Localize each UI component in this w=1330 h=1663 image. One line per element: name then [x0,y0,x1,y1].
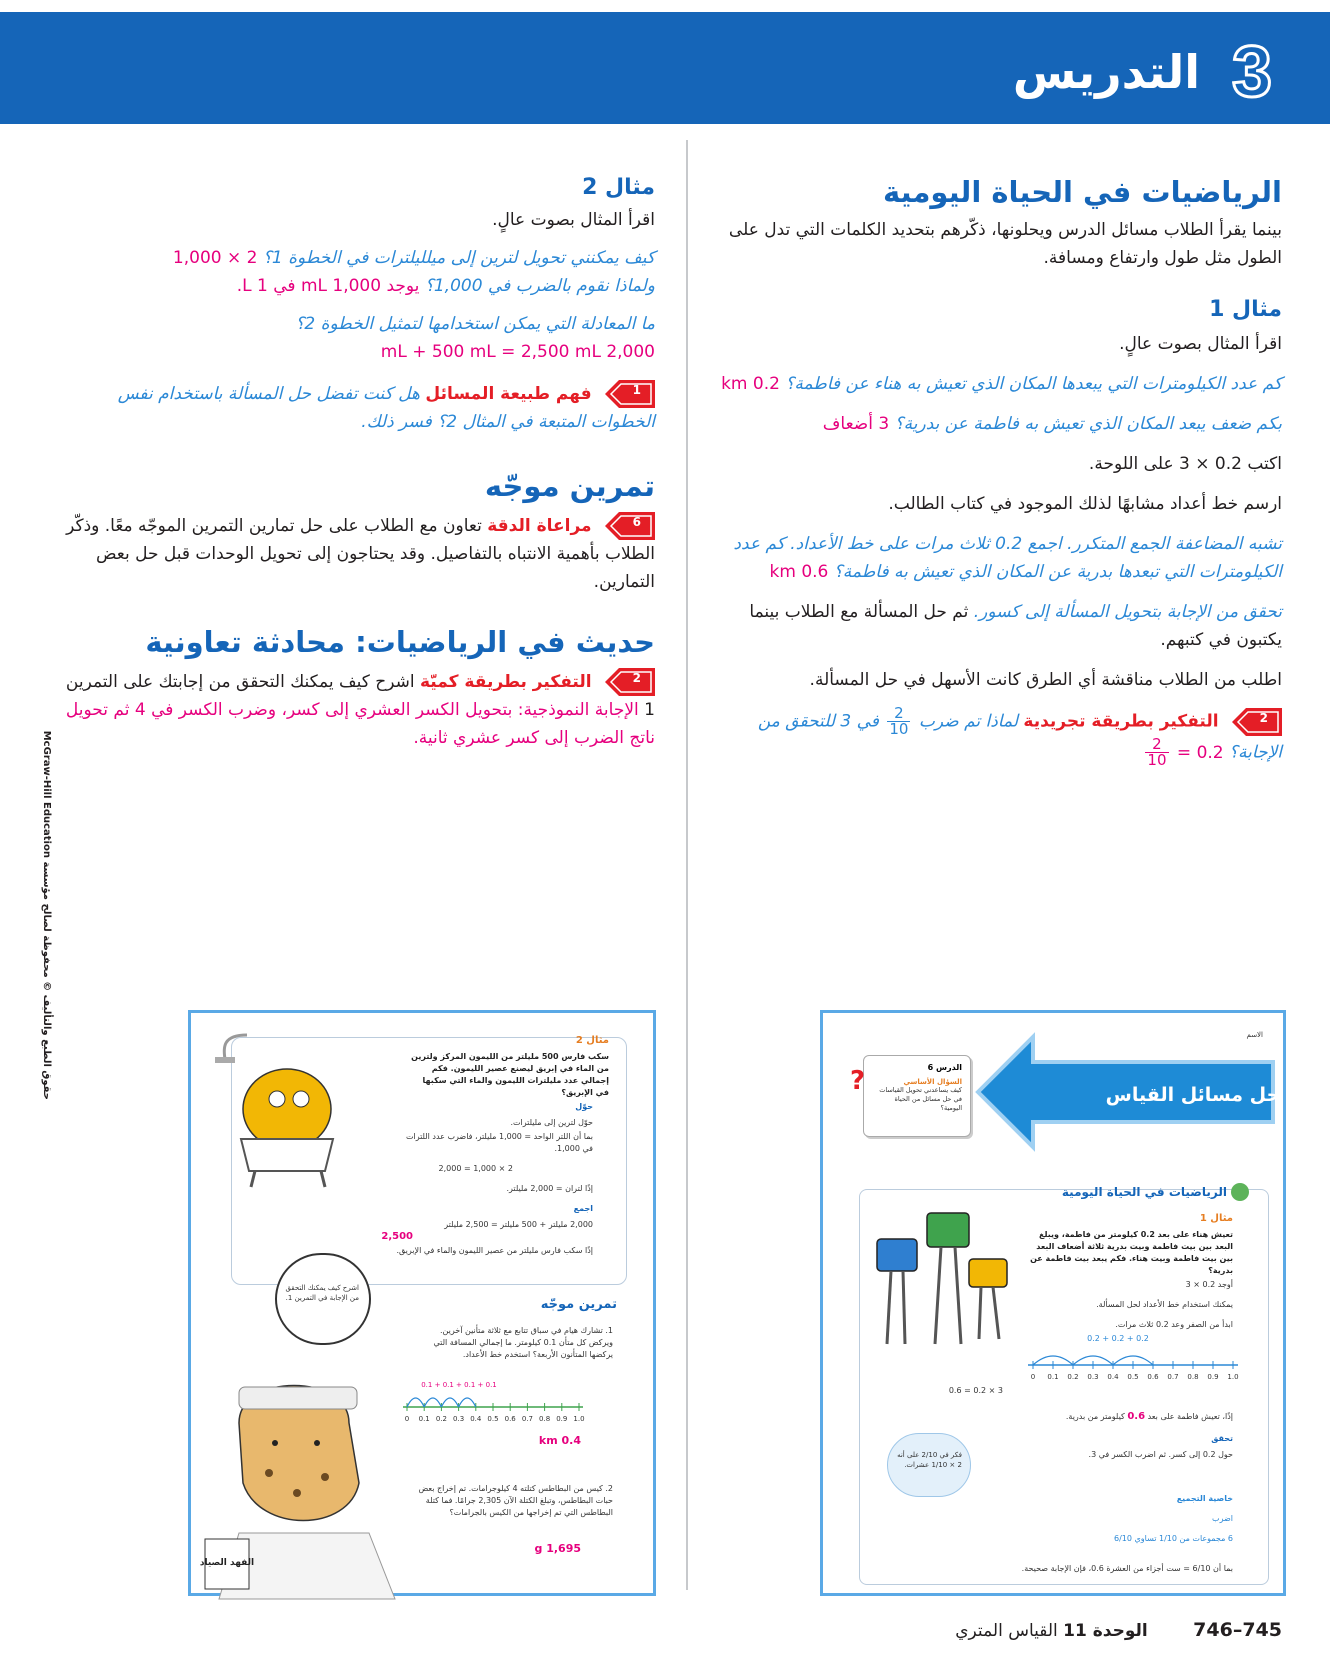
number-line-tick-label: 0.7 [1167,1373,1179,1381]
section-title: التدريس [1012,45,1200,99]
number-line-tick-label: 0.6 [504,1415,516,1423]
mailbox-characters-illustration [869,1209,1019,1349]
number-line [397,1379,587,1423]
instruction-draw: ارسم خط أعداد مشابهًا لذلك الموجود في كتاب الطالب. [888,494,1282,514]
instruction-discuss: اطلب من الطلاب مناقشة أي الطرق كانت الأسهل في حل المسألة. [809,670,1282,690]
thumb-example1: مثال 1 [1199,1213,1233,1224]
number-line-tick-label: 0.1 [418,1415,430,1423]
exercise1-answer: 0.4 km [538,1434,581,1447]
left-column [55,172,655,752]
mp-label: التفكير بطريقة تجريدية [1023,711,1219,732]
number-line-jump-arc [407,1398,424,1407]
copyright-vertical [30,730,52,1430]
example2-question1: كيف يمكنني تحويل لترين إلى ميلليلترات في الخطوة 1؟ 2 × 1,000 [172,248,655,268]
answer: 0.6 km [769,562,829,582]
number-line-tick-label: 0.9 [556,1415,568,1423]
example1-title: مثال 1 [1209,297,1282,322]
thumb-example2: مثال 2 [575,1035,609,1046]
number-line-tick-label: 0.1 [1047,1373,1059,1381]
mp-label: مراعاة الدقة [487,516,592,536]
number-line-jump-arc [424,1398,441,1407]
svg-text:حل مسائل القياس: حل مسائل القياس [1105,1084,1281,1106]
model-answer: الإجابة النموذجية: بتحويل الكسر العشري إلى كسر، وضرب الكسر في 4 ثم تحويل ناتج الضرب إلى كسر عشري ثانية. [65,700,655,748]
example1-read: اقرأ المثال بصوت عالٍ. [1119,334,1282,354]
number-line [1023,1331,1243,1383]
mp1-problems: 1 فهم طبيعة المسائل هل كنت تفضل حل المسألة باستخدام نفس الخطوات المتبعة في المثال 2؟ فسر ذلك. [55,380,655,436]
example2-question3: ما المعادلة التي يمكن استخدامها لتمثيل الخطوة 2؟ [295,314,655,334]
rwl-heading: الرياضيات في الحياة اليومية [883,175,1282,209]
number-line-tick-label: 0.4 [470,1415,482,1423]
lesson-card: الدرس 6 السؤال الأساسي كيف يساعدني تحويل القياسات في حل مسائل من الحياة اليومية؟ ? [863,1055,971,1137]
student-page-thumbnail-left: مثال 2 سكب فارس 500 مليلتر من الليمون المركز ولترين من الماء في إبريق ليصنع عصير الليمون. فكم إجمالي عدد مليلترات الليمون والماء التي سكبها في الإبريق؟ حوّل حوّل لترين إلى مليلترات. بما أن اللتر الواحد = 1,000 مليلتر، فاضرب عدد اللترات في 1,000. 2 × 1,000 = 2,000 إذًا لتران = 2,000 مليلتر. اجمع 2,000 مليلتر + 500 مليلتر = 2,500 مليلتر 2,500 إذًا سكب فارس مليلتر من عصير الليمون والماء في الإبريق. تمرين موجّه 1. تشارك هيام في سباق تتابع مع ثلاثة متأنين آخرين. ويركض كل متأن 0.1 كيلومتر. ما إجمالي المسافة التي يركضها المتأنون الأربعة؟ استخدم خط الأعداد. 0.1 + 0.1 + 0.1 + 0.1 0 0.1 0.2 0.3 0.4 0.5 0.6 0.7 0.8 0.9 1.0 0.4 km 2. كيس من البطاطس كتلته 4 كيلوجرامات. تم إخراج بعض حبات البطاطس، وتبلغ الكتلة الآن 2,305 جرامًا. فما كتلة البطاطس التي تم إخراجها من الكيس بالجرامات؟ 1,695 g اشرح كيف يمكنك التحقق من الإجابة في التمرين 1. الفهد الصياد [188,1010,656,1596]
number-line-tick-label: 0.4 [1107,1373,1119,1381]
answer: يوجد 1,000 mL في 1 L. [236,276,420,296]
mp6-precision: 6 مراعاة الدقة تعاون مع الطلاب على حل تمارين التمرين الموجّه معًا. وذكّر الطلاب بأهمية الانتباه بالتفاصيل. وقد يحتاجون إلى تحويل الوحدات قبل حل بعض التمارين. [55,512,655,596]
math-practice-icon: 2 [605,668,655,696]
name-label: الاسم [1246,1031,1263,1039]
example2-title: مثال 2 [582,175,655,200]
number-line-jumps-label: 0.1 + 0.1 + 0.1 + 0.1 [421,1381,497,1389]
thumb-rwl-heading: الرياضيات في الحياة اليومية [1061,1185,1227,1199]
name-tag-text: الفهد الصياد [199,1558,255,1568]
svg-text:حقوق الطبع والتأليف © محفوظة ل: حقوق الطبع والتأليف © محفوظة لصالح مؤسسة McGraw-Hill Education [41,730,52,1100]
number-line-tick-label: 0.3 [1087,1373,1099,1381]
answer: 0.2 km [721,374,780,394]
math-talk-title: حديث في الرياضيات: محادثة تعاونية [145,625,655,659]
svg-text:3: 3 [1231,32,1273,112]
number-line-jumps-label: 0.2 + 0.2 + 0.2 [1087,1334,1149,1343]
number-line-tick-label: 0.5 [487,1415,499,1423]
number-line-tick-label: 0.2 [435,1415,447,1423]
rwl-intro: بينما يقرأ الطلاب مسائل الدرس ويحلونها، ذكّرهم بتحديد الكلمات التي تدل على الطول مثل طول وارتفاع ومسافة. [728,220,1282,268]
check-instruction: تحقق من الإجابة بتحويل المسألة إلى كسور. ثم حل المسألة مع الطلاب بينما يكتبون في كتبهم. [749,602,1282,650]
number-line-tick-label: 0.3 [453,1415,465,1423]
speech-bubble: اشرح كيف يمكنك التحقق من الإجابة في التمرين 1. [275,1253,371,1345]
answer: 3 أضعاف [822,414,890,434]
arrow-banner [978,1037,1281,1147]
number-line-tick-label: 0.8 [539,1415,551,1423]
answer: 2 × 1,000 [172,248,258,268]
instruction-write: اكتب 0.2 × 3 على اللوحة. [1088,454,1282,474]
number-line-tick-label: 1.0 [573,1415,585,1423]
header-banner [0,12,1330,124]
guided-practice-title: تمرين موجّه [484,469,655,503]
number-line-tick-label: 0.8 [1187,1373,1199,1381]
math-practice-icon: 2 [1232,708,1282,736]
question-mark-icon: ? [850,1066,866,1096]
thought-bubble: فكر في 2/10 على أنه 2 × 1/10 عشرات. [887,1433,971,1497]
number-line-tick-label: 0 [1030,1373,1036,1381]
unit-number: الوحدة 11 [1063,1621,1148,1641]
mp-label: التفكير بطريقة كميّة [419,672,592,692]
example2-read: اقرأ المثال بصوت عالٍ. [492,210,655,230]
example2-question2: ولماذا نقوم بالضرب في 1,000؟ يوجد 1,000 mL في 1 L. [236,276,655,296]
number-line-tick-label: 0 [404,1415,410,1423]
number-line-tick-label: 0.6 [1147,1373,1159,1381]
thumb-guided-title: تمرين موجّه [540,1297,617,1312]
section-number-outline [1214,32,1290,112]
column-divider [686,140,688,1590]
globe-icon [1231,1183,1249,1201]
page-numbers: 745–746 [1193,1619,1282,1641]
cheetah-illustration [199,1343,399,1599]
math-practice-icon: 1 [605,380,655,408]
unit-title: القياس المتري [955,1621,1058,1641]
example1-question2: بكم ضعف يبعد المكان الذي تعيش به فاطمة عن بدرية؟ 3 أضعاف [822,414,1282,434]
number-line-tick-label: 0.2 [1067,1373,1079,1381]
number-line-jump-arc [441,1398,458,1407]
exercise2-answer: 1,695 g [534,1542,581,1555]
student-page-thumbnail-right: الاسم حل مسائل القياس الدرس 6 السؤال الأساسي كيف يساعدني تحويل القياسات في حل مسائل من الحياة اليومية؟ ? الرياضيات في الحياة اليومية مثال 1 تعيش هناء على بعد 0.2 كيلومتر من فاطمة، ويبلغ البعد بين بيت فاطمة وبيت بدرية ثلاثة أضعاف البعد بين بيت فاطمة وبيت هناء. فكم يبعد بيت فاطمة عن بدرية؟ أوجد 0.2 × 3 يمكنك استخدام خط الأعداد لحل المسألة. ابدأ من الصفر وعد 0.2 ثلاث مرات. 0.2 + 0.2 + 0.2 0 0.1 0.2 0.3 0.4 0.5 0.6 0.7 0.8 0.9 1.0 3 × 0.2 = 0.6 إذًا، تعيش فاطمة على بعد 0.6 كيلومتر من بدرية. تحقق حول 0.2 إلى كسر. ثم اضرب الكسر في 3. فكر في 2/10 على أنه 2 × 1/10 عشرات. خاصية التجميع اضرب 6 مجموعات من 1/10 تساوي 6/10 بما أن 6/10 = ست أجزاء من العشرة 0.6، فإن الإجابة صحيحة. [820,1010,1286,1596]
number-line-tick-label: 0.9 [1207,1373,1219,1381]
mp2-quantitative: 2 التفكير بطريقة كميّة اشرح كيف يمكنك التحقق من إجابتك على التمرين 1 الإجابة النموذجية: بتحويل الكسر العشري إلى كسر، وضرب الكسر في 4 ثم تحويل ناتج الضرب إلى كسر عشري ثانية. [55,668,655,752]
number-line-tick-label: 0.5 [1127,1373,1139,1381]
right-column [712,172,1282,768]
example1-question3: تشبه المضاعفة الجمع المتكرر. اجمع 0.2 ثلاث مرات على خط الأعداد. كم عدد الكيلومترات التي تبعدها بدرية عن المكان الذي تعيش به فاطمة؟ 0.6 km [733,534,1282,582]
thumb-answer-line: إذًا، تعيش فاطمة على بعد 0.6 كيلومتر من بدرية. [1065,1411,1233,1422]
lemon-in-bathtub-illustration [221,1047,351,1197]
answer: 0.2 = $\frac{2}{10}$ [1147,735,1224,769]
mp2-abstract: 2 التفكير بطريقة تجريدية لماذا تم ضرب $\frac{2}{10}$ في 3 للتحقق من الإجابة؟ 0.2 = $\frac{2}{10}$ [757,704,1282,769]
math-practice-icon: 6 [605,512,655,540]
mp-label: فهم طبيعة المسائل [425,384,592,404]
fraction-two-tenths: $\frac{2}{10}$ [889,704,909,738]
number-line-tick-label: 0.7 [521,1415,533,1423]
page-footer [955,1619,1282,1641]
example1-question1: كم عدد الكيلومترات التي يبعدها المكان الذي تعيش به هناء عن فاطمة؟ 0.2 km [721,374,1282,394]
answer: 2,000 mL + 500 mL = 2,500 mL [380,342,655,362]
number-line-jump-arc [459,1398,476,1407]
number-line-tick-label: 1.0 [1227,1373,1239,1381]
